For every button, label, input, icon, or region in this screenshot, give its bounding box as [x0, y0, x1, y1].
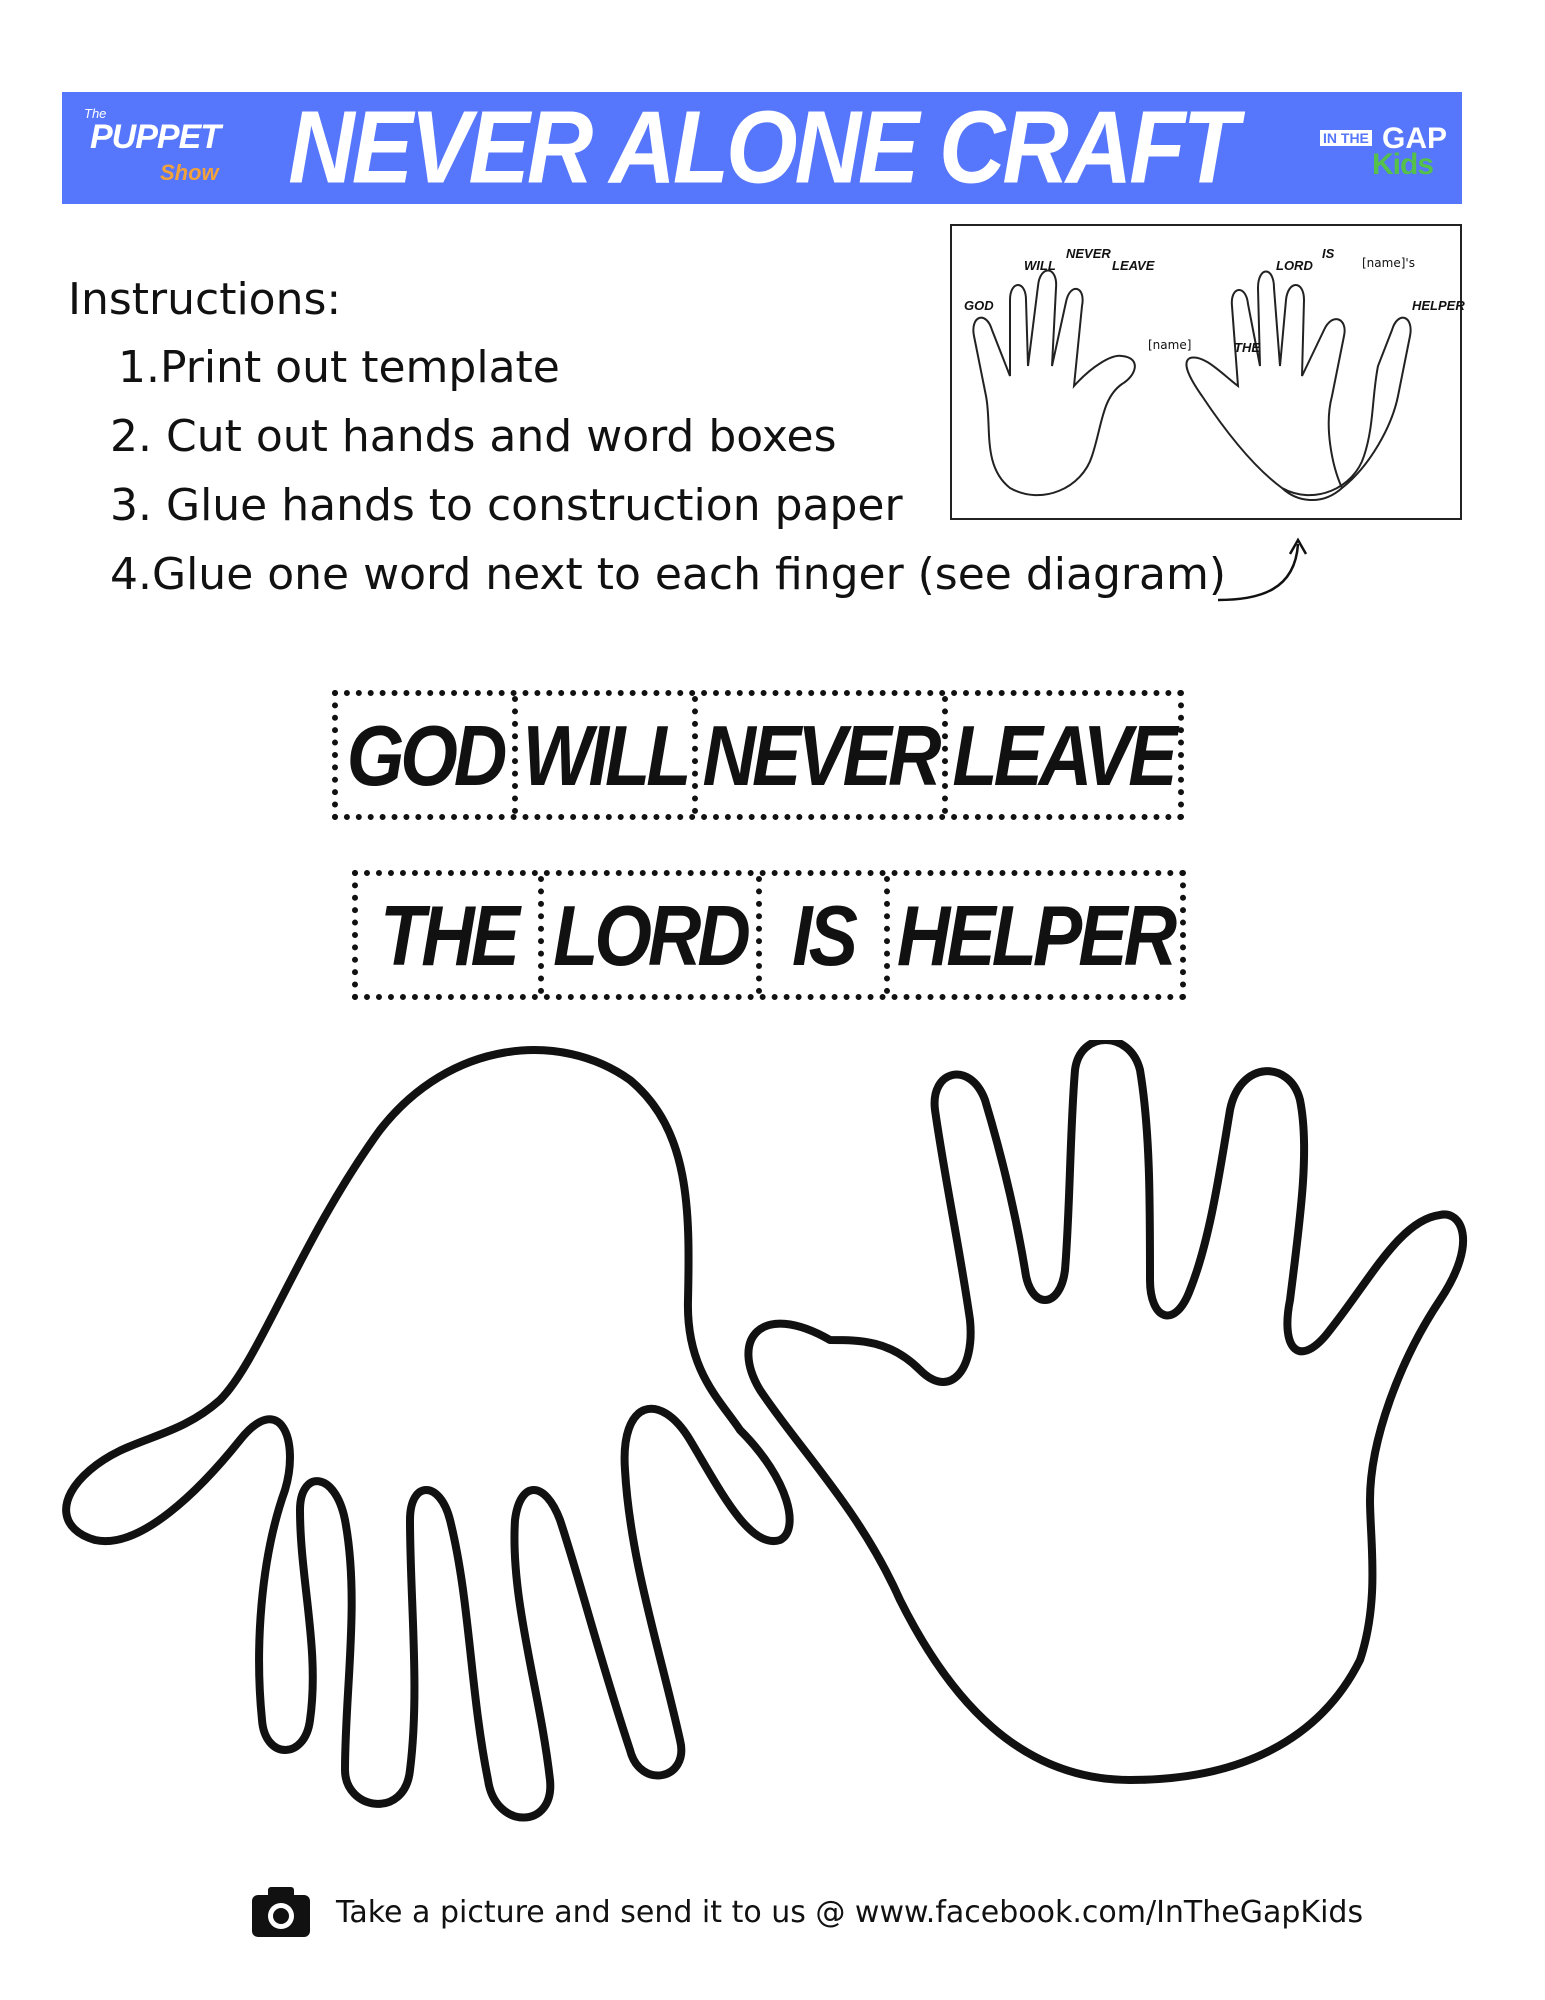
curved-arrow-icon [1210, 530, 1320, 610]
word-row-1 [332, 690, 1184, 820]
diagram-label-will: WILL [1024, 258, 1056, 273]
diagram-label-leave: LEAVE [1112, 258, 1155, 273]
word-box-god[interactable]: GOD [338, 696, 518, 814]
page-title: NEVER ALONE CRAFT [288, 90, 1236, 206]
right-hand-outline [748, 1040, 1463, 1780]
word-box-leave[interactable]: LEAVE [952, 707, 1174, 803]
puppet-show-logo: The PUPPET Show [84, 106, 221, 185]
diagram-label-the: THE [1234, 340, 1260, 355]
instruction-step-4: 4.Glue one word next to each finger (see diagram) [110, 549, 1226, 600]
word-box-never[interactable]: NEVER [698, 696, 948, 814]
word-box-helper[interactable]: HELPER [896, 887, 1174, 983]
word-row-2 [352, 870, 1186, 1000]
diagram-label-god: GOD [964, 298, 994, 313]
footer-text: Take a picture and send it to us @ www.facebook.com/InTheGapKids [336, 1894, 1364, 1930]
word-box-the[interactable]: THE [358, 876, 544, 994]
diagram-label-name-left: [name] [1148, 338, 1192, 352]
header-banner [62, 92, 1462, 204]
instruction-step-2: 2. Cut out hands and word boxes [110, 411, 837, 462]
instruction-step-3: 3. Glue hands to construction paper [110, 480, 903, 531]
diagram-label-helper: HELPER [1412, 298, 1465, 313]
camera-icon [250, 1885, 312, 1939]
word-box-will[interactable]: WILL [518, 696, 698, 814]
diagram-label-lord: LORD [1276, 258, 1313, 273]
footer [250, 1884, 1363, 1940]
example-diagram [950, 224, 1465, 520]
diagram-label-is: IS [1322, 246, 1335, 261]
diagram-label-never: NEVER [1066, 246, 1111, 261]
left-hand-outline [66, 1050, 790, 1817]
in-the-gap-kids-logo: IN THE GAP Kids [1320, 126, 1440, 186]
instruction-step-1: 1.Print out template [118, 342, 560, 393]
word-box-lord[interactable]: LORD [544, 876, 762, 994]
diagram-label-name-right: [name]'s [1362, 256, 1415, 270]
hand-outlines [0, 1040, 1545, 1860]
instructions-heading: Instructions: [68, 274, 342, 325]
word-box-is[interactable]: IS [762, 876, 890, 994]
